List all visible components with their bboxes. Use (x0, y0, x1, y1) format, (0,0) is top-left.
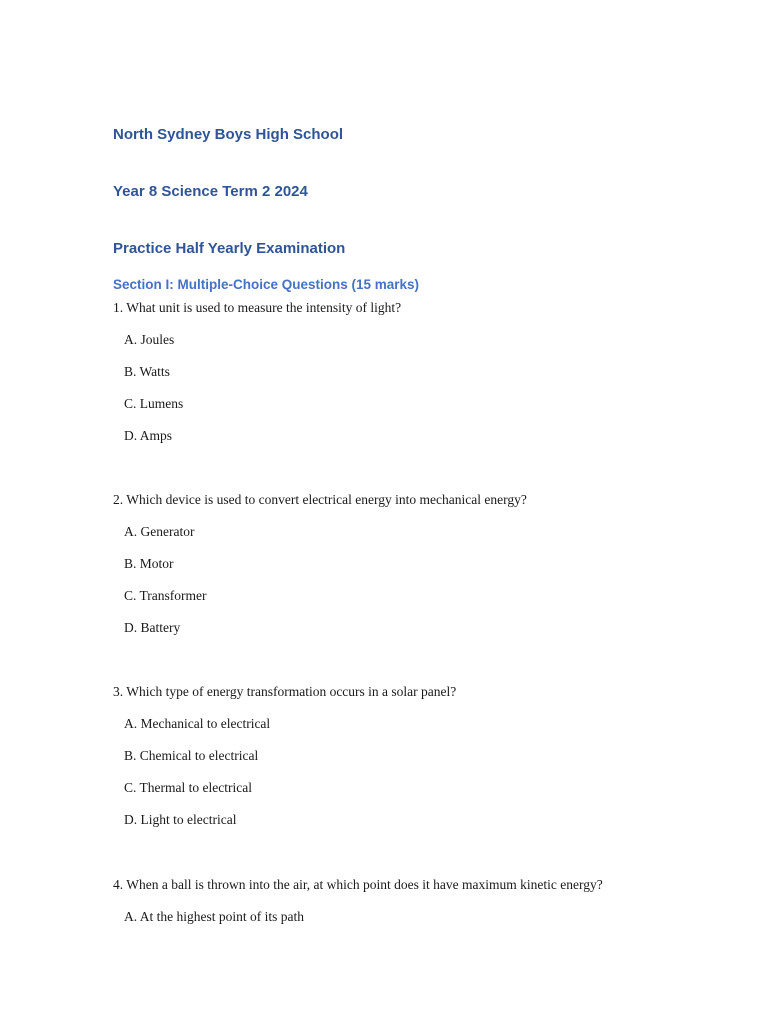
question-text: 2. Which device is used to convert electrical energy into mechanical energy? (113, 492, 527, 507)
answer-option: A. At the highest point of its path (124, 909, 304, 924)
course-title: Year 8 Science Term 2 2024 (113, 183, 308, 200)
answer-option: D. Amps (124, 428, 173, 443)
answer-option: A. Generator (124, 524, 195, 539)
question-text: 4. When a ball is thrown into the air, at which point does it have maximum kinetic energy? (113, 877, 603, 892)
answer-option: B. Chemical to electrical (124, 748, 259, 763)
answer-option: A. Mechanical to electrical (124, 716, 271, 731)
question-text: 3. Which type of energy transformation occurs in a solar panel? (113, 684, 457, 699)
answer-option: C. Transformer (124, 588, 207, 603)
question-text: 1. What unit is used to measure the intensity of light? (113, 300, 402, 315)
answer-option: C. Thermal to electrical (124, 780, 252, 795)
exam-title: Practice Half Yearly Examination (113, 240, 346, 257)
section-heading: Section I: Multiple-Choice Questions (15 marks) (113, 277, 420, 292)
answer-option: B. Watts (124, 364, 170, 379)
answer-option: D. Light to electrical (124, 812, 237, 827)
answer-option: C. Lumens (124, 396, 184, 411)
school-name: North Sydney Boys High School (113, 126, 344, 143)
answer-option: B. Motor (124, 556, 174, 571)
answer-option: D. Battery (124, 620, 181, 635)
answer-option: A. Joules (124, 332, 175, 347)
